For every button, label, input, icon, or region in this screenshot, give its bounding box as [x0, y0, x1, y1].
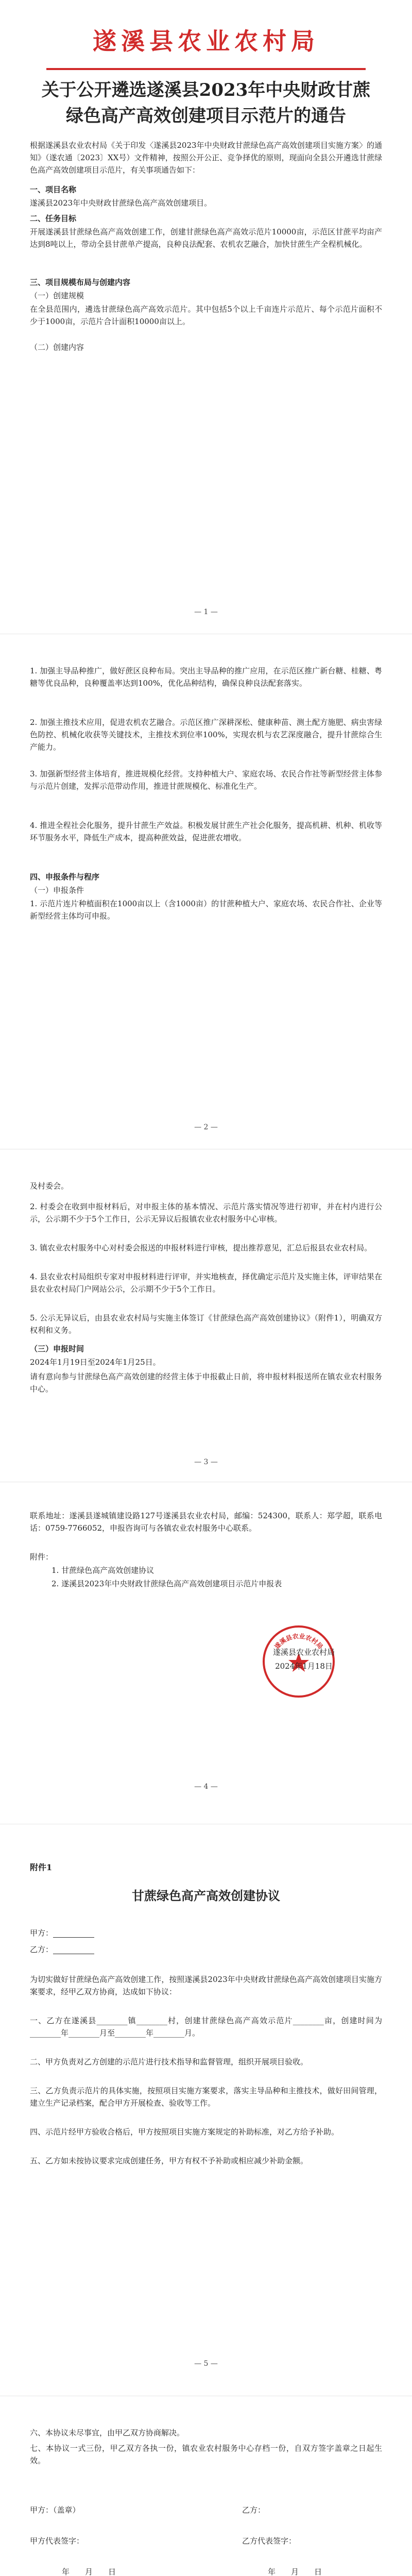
agreement-preamble: 为切实做好甘蔗绿色高产高效创建工作，按照遂溪县2023年中央财政甘蔗绿色高产高效创建项目实施方案要求，经甲乙双方协商，达成如下协议：	[30, 1975, 382, 1996]
application-instruction: 请有意向参与甘蔗绿色高产高效创建的经营主体于申报截止日前，将申报材料报送所在镇农业农村服务中心。	[30, 1372, 382, 1394]
annex-title: 甘蔗绿色高产高效创建协议	[132, 1888, 280, 1903]
section-heading-time: （三）申报时间	[30, 1344, 84, 1353]
agreement-clause-2: 二、甲方负责对乙方创建的示范片进行技术指导和监督管理，组织开展项目验收。	[30, 2057, 308, 2066]
party-b-label: 乙方：	[30, 1945, 54, 1954]
section-heading-2: 二、任务目标	[30, 214, 77, 223]
party-a-line	[30, 1927, 382, 1939]
procedure-step-4: 4. 县农业农村局组织专家对申报材料进行评审，并实地核查，择优确定示范片及实施主体，评审结果在县农业农村局门户网站公示，公示期不少于5个工作日。	[30, 1272, 382, 1294]
agreement-clause-5: 五、乙方如未按协议要求完成创建任务，甲方有权不予补助或相应减少补助金额。	[30, 2156, 308, 2165]
content-item-3: 3. 加强新型经营主体培育，推进规模化经营。支持种植大户、家庭农场、农民合作社等新型经营主体参与示范片创建，发挥示范带动作用，推进甘蔗规模化、标准化生产。	[30, 769, 382, 791]
subsection-conditions: （一）申报条件	[30, 886, 84, 895]
party-b-blank	[53, 1944, 94, 1954]
content-item-2: 2. 加强主推技术应用，促进农机农艺融合。示范区推广深耕深松、健康种苗、测土配方施肥、病虫害绿色防控、机械化收获等关键技术，主推技术到位率100%，实现农机与农艺深度融合，提升甘蔗综合生产能力。	[30, 718, 382, 752]
annex-list-label: 附件：	[30, 1552, 54, 1562]
section-heading-3: 三、项目规模布局与创建内容	[30, 278, 131, 287]
document-title	[36, 77, 376, 129]
page-number-4: — 4 —	[194, 1783, 218, 1791]
document-title-line2: 绿色高产高效创建项目示范片的通告	[66, 106, 346, 126]
subsection-content: （二）创建内容	[30, 343, 84, 352]
intro-paragraph: 根据遂溪县农业农村局《关于印发〈遂溪县2023年中央财政甘蔗绿色高产高效创建项目实施方案〉的通知》（遂农通〔2023〕XX号）文件精神，按照公开公正、竞争择优的原则，现面向全县公开遴选甘蔗绿色高产高效创建项目示范片，有关事项通告如下：	[30, 141, 382, 175]
annex-list-item-2: 2. 遂溪县2023年中央财政甘蔗绿色高产高效创建项目示范片申报表	[52, 1579, 282, 1588]
rep-party-b: 乙方代表签字：	[242, 2536, 297, 2546]
sign-party-b: 乙方：	[242, 2505, 266, 2515]
red-divider-line	[46, 68, 366, 70]
section-2-text: 开展遂溪县甘蔗绿色高产高效创建工作，创建甘蔗绿色高产高效示范片10000亩，示范区甘蔗平均亩产达到8吨以上，带动全县甘蔗单产提高，良种良法配套、农机农艺融合，加快甘蔗生产全程机械化。	[30, 227, 382, 249]
svg-text:遂溪县农业农村局: 遂溪县农业农村局	[273, 1632, 324, 1651]
agreement-clause-3: 三、乙方负责示范片的具体实施，按照项目实施方案要求，落实主导品种和主推技术，做好田间管理，建立生产记录档案，配合甲方开展检查、验收等工作。	[30, 2086, 382, 2108]
page-number-2: — 2 —	[194, 1123, 218, 1131]
section-heading-1: 一、项目名称	[30, 185, 77, 194]
agreement-clause-7: 七、本协议一式三份，甲乙双方各执一份，镇农业农村服务中心存档一份，自双方签字盖章之日起生效。	[30, 2444, 382, 2465]
sign-party-a: 甲方：（盖章）	[30, 2505, 80, 2515]
application-period: 2024年1月19日至2024年1月25日。	[30, 1358, 161, 1367]
page-number-5: — 5 —	[194, 2360, 218, 2368]
page-number-3: — 3 —	[194, 1458, 218, 1466]
issuing-agency: 遂溪县农业农村局	[93, 27, 319, 55]
annex-list-item-1: 1. 甘蔗绿色高产高效创建协议	[52, 1566, 154, 1575]
content-item-4: 4. 推进全程社会化服务，提升甘蔗生产效益。积极发展甘蔗生产社会化服务，提高机耕、机种、机收等环节服务水平，降低生产成本，提高种蔗效益，促进蔗农增收。	[30, 821, 382, 842]
procedure-step-2: 2. 村委会在收到申报材料后，对申报主体的基本情况、示范片落实情况等进行初审，并在村内进行公示，公示期不少于5个工作日，公示无异议后报镇农业农村服务中心审核。	[30, 1202, 382, 1224]
content-item-1: 1. 加强主导品种推广，做好蔗区良种布局。突出主导品种的推广应用，在示范区推广新台糖、桂糖、粤糖等优良品种，良种覆盖率达到100%，优化品种结构，确保良种良法配套落实。	[30, 666, 382, 688]
page-number-1: — 1 —	[194, 608, 218, 616]
agreement-clause-1: 一、乙方在遂溪县________镇________村，创建甘蔗绿色高产高效示范片________亩，创建时间为________年________月至________年________月。	[30, 2016, 382, 2038]
section-1-text: 遂溪县2023年中央财政甘蔗绿色高产高效创建项目。	[30, 198, 212, 208]
rep-party-a: 甲方代表签字：	[30, 2536, 84, 2546]
section-heading-4: 四、申报条件与程序	[30, 872, 100, 882]
signing-date: 2024年1月18日	[275, 1662, 333, 1671]
agreement-clause-4: 四、示范片经甲方验收合格后，甲方按照项目实施方案规定的补助标准，对乙方给予补助。	[30, 2127, 339, 2137]
procedure-step-5: 5. 公示无异议后，由县农业农村局与实施主体签订《甘蔗绿色高产高效创建协议》（附件1），明确双方权利和义务。	[30, 1313, 382, 1335]
party-b-line	[30, 1943, 382, 1956]
contact-info: 联系地址：遂溪县遂城镇建设路127号遂溪县农业农村局，邮编：524300，联系人：郑学超，联系电话：0759-7766052，申报咨询可与各镇农业农村服务中心联系。	[30, 1511, 382, 1533]
document-title-line1: 关于公开遴选遂溪县2023年中央财政甘蔗	[41, 80, 371, 100]
section-3-text: 在全县范围内，遴选甘蔗绿色高产高效示范片。其中包括5个以上千亩连片示范片、每个示范片面积不少于1000亩，示范片合计面积10000亩以上。	[30, 304, 382, 326]
agreement-clause-6: 六、本协议未尽事宜，由甲乙双方协商解决。	[30, 2428, 185, 2437]
procedure-continued: 及村委会。	[30, 1181, 69, 1191]
procedure-step-3: 3. 镇农业农村服务中心对村委会报送的申报材料进行审核，提出推荐意见，汇总后报县农业农村局。	[30, 1243, 372, 1252]
party-a-label: 甲方：	[30, 1928, 54, 1938]
date-party-b: 年 月 日	[268, 2567, 322, 2576]
date-party-a: 年 月 日	[62, 2567, 116, 2576]
subsection-scale: （一）创建规模	[30, 291, 84, 300]
party-a-blank	[53, 1928, 94, 1938]
signing-agency: 遂溪县农业农村局	[272, 1648, 335, 1657]
annex-label: 附件1	[30, 1862, 53, 1872]
conditions-text: 1. 示范片连片种植面积在1000亩以上（含1000亩）的甘蔗种植大户、家庭农场、农民合作社、企业等新型经营主体均可申报。	[30, 899, 382, 921]
